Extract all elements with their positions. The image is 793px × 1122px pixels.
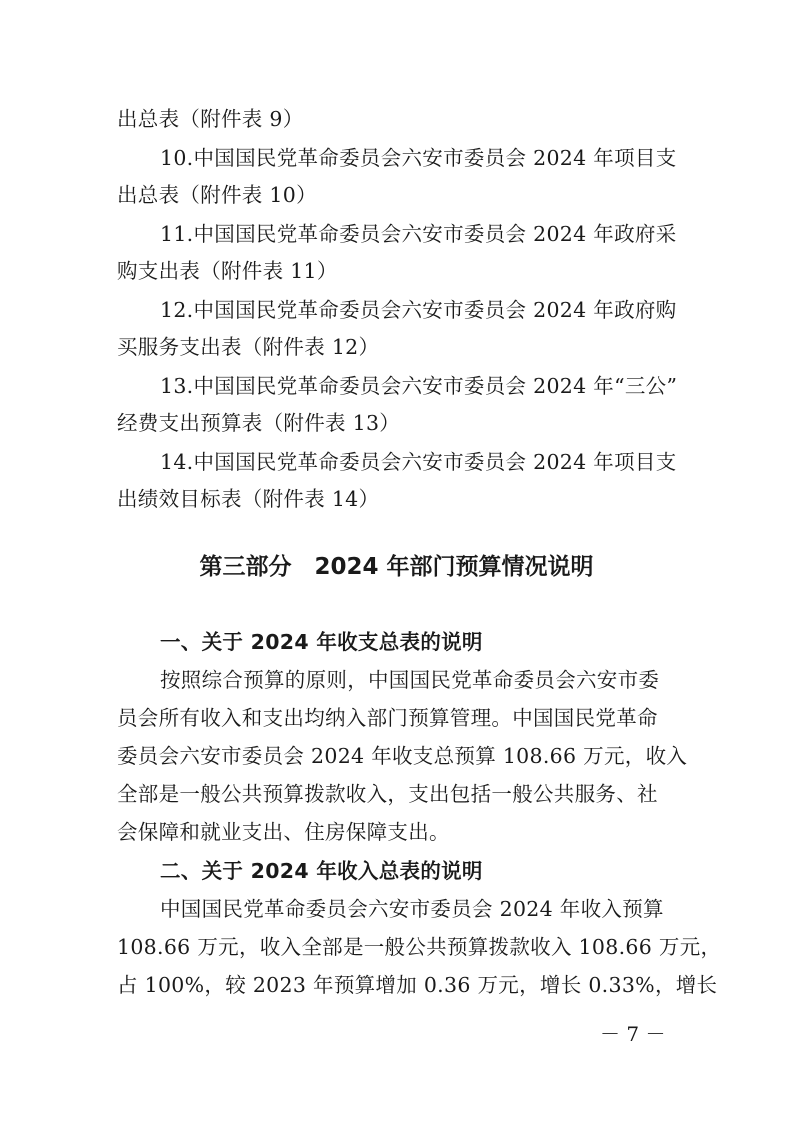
section-heading-1: 一、关于 2024 年收支总表的说明 [160,630,483,654]
paragraph-line: 会保障和就业支出、住房保障支出。 [117,820,450,844]
paragraph-line: 108.66 万元，收入全部是一般公共预算拨款收入 108.66 万元， [117,935,722,959]
list-item-10: 10.中国国民党革命委员会六安市委员会 2024 年项目支 [160,146,677,170]
list-item-11: 11.中国国民党革命委员会六安市委员会 2024 年政府采 [160,222,677,246]
list-item-12: 12.中国国民党革命委员会六安市委员会 2024 年政府购 [160,298,677,322]
list-line: 购支出表（附件表 11） [117,259,338,283]
list-item-13: 13.中国国民党革命委员会六安市委员会 2024 年“三公” [160,374,678,398]
paragraph-line: 中国国民党革命委员会六安市委员会 2024 年收入预算 [160,897,664,921]
paragraph-line: 占 100%，较 2023 年预算增加 0.36 万元，增长 0.33%，增长 [117,973,718,997]
list-line: 买服务支出表（附件表 12） [117,335,380,359]
part-title: 第三部分 2024 年部门预算情况说明 [199,554,594,580]
paragraph-line: 员会所有收入和支出均纳入部门预算管理。中国国民党革命 [117,706,658,730]
page-number: － 7 － [600,1022,666,1046]
paragraph-line: 委员会六安市委员会 2024 年收支总预算 108.66 万元，收入 [117,744,688,768]
list-line: 出绩效目标表（附件表 14） [117,487,380,511]
section-heading-2: 二、关于 2024 年收入总表的说明 [160,859,483,883]
list-line: 出总表（附件表 9） [117,107,304,131]
paragraph-line: 按照综合预算的原则，中国国民党革命委员会六安市委 [160,668,660,692]
list-line: 出总表（附件表 10） [117,183,317,207]
paragraph-line: 全部是一般公共预算拨款收入，支出包括一般公共服务、社 [117,782,658,806]
list-line: 经费支出预算表（附件表 13） [117,411,401,435]
list-item-14: 14.中国国民党革命委员会六安市委员会 2024 年项目支 [160,450,677,474]
